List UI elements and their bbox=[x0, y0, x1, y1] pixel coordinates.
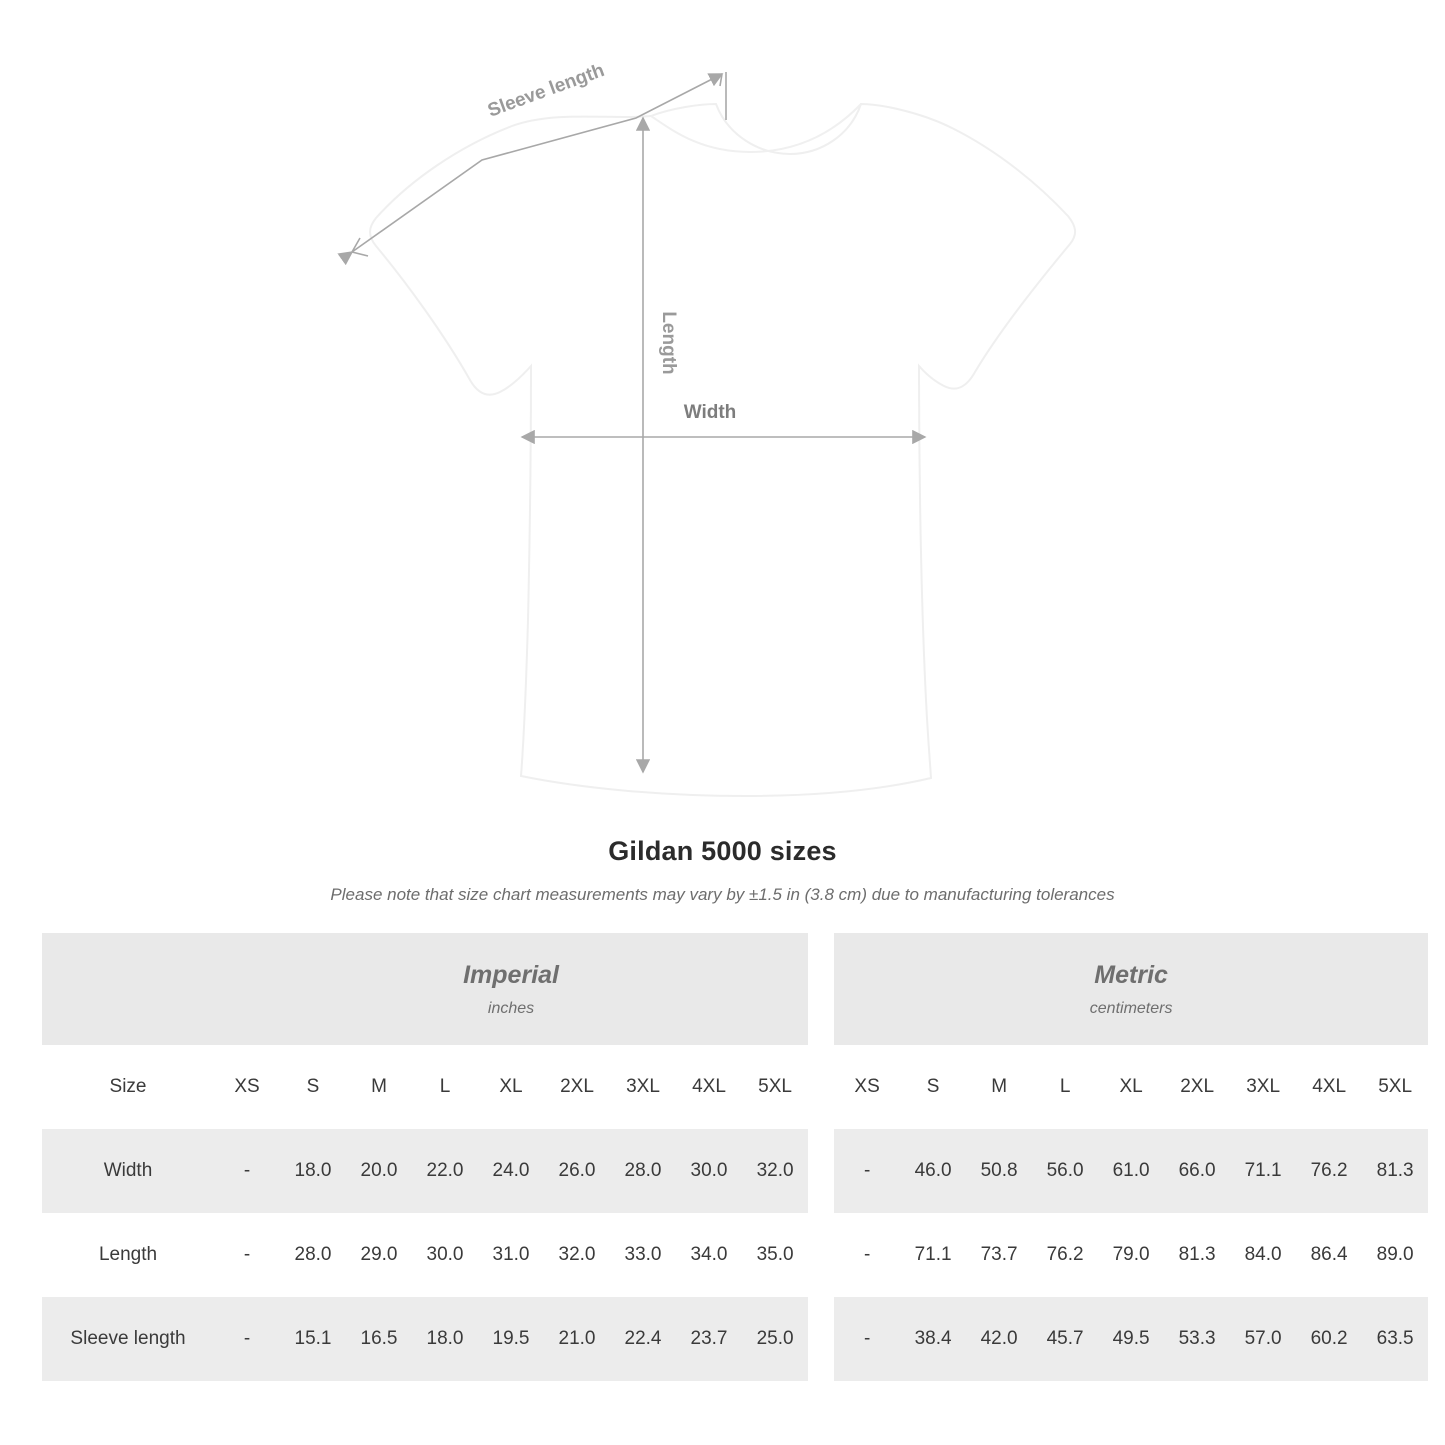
size-header-imperial-s: S bbox=[280, 1045, 346, 1129]
cell-width-imperial-2xl: 26.0 bbox=[544, 1129, 610, 1213]
cell-sleeve-imperial-3xl: 22.4 bbox=[610, 1297, 676, 1381]
cell-sleeve-metric-xl: 49.5 bbox=[1098, 1297, 1164, 1381]
tshirt-graphic bbox=[370, 104, 1075, 796]
cell-sleeve-imperial-s: 15.1 bbox=[280, 1297, 346, 1381]
size-table-wrap bbox=[42, 933, 1414, 1381]
size-header-imperial-2xl: 2XL bbox=[544, 1045, 610, 1129]
size-header-imperial-xs: XS bbox=[214, 1045, 280, 1129]
cell-sleeve-metric-xs: - bbox=[834, 1297, 900, 1381]
cell-sleeve-metric-3xl: 57.0 bbox=[1230, 1297, 1296, 1381]
row-gap-width bbox=[808, 1129, 834, 1213]
cell-width-metric-5xl: 81.3 bbox=[1362, 1129, 1428, 1213]
size-table bbox=[42, 933, 1428, 1381]
row-gap-length bbox=[808, 1213, 834, 1297]
cell-width-metric-xs: - bbox=[834, 1129, 900, 1213]
cell-sleeve-metric-2xl: 53.3 bbox=[1164, 1297, 1230, 1381]
size-header-metric-2xl: 2XL bbox=[1164, 1045, 1230, 1129]
cell-length-metric-l: 76.2 bbox=[1032, 1213, 1098, 1297]
table-row bbox=[42, 1297, 1428, 1381]
tolerance-note: Please note that size chart measurements may vary by ±1.5 in (3.8 cm) due to manufacturing tolerances bbox=[330, 885, 1115, 904]
row-label-width: Width bbox=[42, 1129, 214, 1213]
size-header-metric-s: S bbox=[900, 1045, 966, 1129]
cell-length-metric-xs: - bbox=[834, 1213, 900, 1297]
cell-width-imperial-s: 18.0 bbox=[280, 1129, 346, 1213]
size-header-metric-4xl: 4XL bbox=[1296, 1045, 1362, 1129]
cell-length-metric-2xl: 81.3 bbox=[1164, 1213, 1230, 1297]
cell-length-imperial-xs: - bbox=[214, 1213, 280, 1297]
table-row bbox=[42, 1129, 1428, 1213]
cell-length-imperial-xl: 31.0 bbox=[478, 1213, 544, 1297]
cell-sleeve-metric-5xl: 63.5 bbox=[1362, 1297, 1428, 1381]
size-header-gap bbox=[808, 1045, 834, 1129]
cell-width-imperial-xs: - bbox=[214, 1129, 280, 1213]
length-label: Length bbox=[658, 311, 679, 375]
cell-sleeve-metric-m: 42.0 bbox=[966, 1297, 1032, 1381]
cell-width-imperial-3xl: 28.0 bbox=[610, 1129, 676, 1213]
cell-length-imperial-5xl: 35.0 bbox=[742, 1213, 808, 1297]
width-label: Width bbox=[683, 402, 737, 423]
cell-length-metric-s: 71.1 bbox=[900, 1213, 966, 1297]
unit-header-imperial bbox=[214, 933, 808, 1045]
size-header-metric-m: M bbox=[966, 1045, 1032, 1129]
sleeve-length-label: Sleeve length bbox=[484, 60, 608, 122]
cell-width-imperial-5xl: 32.0 bbox=[742, 1129, 808, 1213]
size-header-metric-3xl: 3XL bbox=[1230, 1045, 1296, 1129]
cell-length-imperial-l: 30.0 bbox=[412, 1213, 478, 1297]
cell-width-metric-s: 46.0 bbox=[900, 1129, 966, 1213]
cell-length-metric-m: 73.7 bbox=[966, 1213, 1032, 1297]
metric-name: Metric bbox=[1094, 960, 1168, 989]
cell-length-imperial-s: 28.0 bbox=[280, 1213, 346, 1297]
cell-width-imperial-m: 20.0 bbox=[346, 1129, 412, 1213]
cell-length-metric-3xl: 84.0 bbox=[1230, 1213, 1296, 1297]
cell-width-metric-3xl: 71.1 bbox=[1230, 1129, 1296, 1213]
unit-header-row bbox=[42, 933, 1428, 1045]
cell-sleeve-imperial-5xl: 25.0 bbox=[742, 1297, 808, 1381]
row-gap-sleeve bbox=[808, 1297, 834, 1381]
row-label-sleeve-length: Sleeve length bbox=[42, 1297, 214, 1381]
size-header-metric-l: L bbox=[1032, 1045, 1098, 1129]
size-header-imperial-l: L bbox=[412, 1045, 478, 1129]
cell-width-imperial-4xl: 30.0 bbox=[676, 1129, 742, 1213]
cell-length-imperial-2xl: 32.0 bbox=[544, 1213, 610, 1297]
cell-length-imperial-m: 29.0 bbox=[346, 1213, 412, 1297]
size-header-metric-5xl: 5XL bbox=[1362, 1045, 1428, 1129]
size-header-imperial-3xl: 3XL bbox=[610, 1045, 676, 1129]
metric-sub: centimeters bbox=[1089, 999, 1173, 1017]
size-header-row bbox=[42, 1045, 1428, 1129]
row-label-length: Length bbox=[42, 1213, 214, 1297]
cell-sleeve-imperial-l: 18.0 bbox=[412, 1297, 478, 1381]
cell-width-metric-m: 50.8 bbox=[966, 1129, 1032, 1213]
size-header-label: Size bbox=[42, 1045, 214, 1129]
cell-sleeve-metric-s: 38.4 bbox=[900, 1297, 966, 1381]
size-header-imperial-5xl: 5XL bbox=[742, 1045, 808, 1129]
unit-header-gap bbox=[808, 933, 834, 1045]
cell-length-metric-4xl: 86.4 bbox=[1296, 1213, 1362, 1297]
cell-width-imperial-xl: 24.0 bbox=[478, 1129, 544, 1213]
cell-length-metric-5xl: 89.0 bbox=[1362, 1213, 1428, 1297]
cell-width-metric-2xl: 66.0 bbox=[1164, 1129, 1230, 1213]
cell-width-imperial-l: 22.0 bbox=[412, 1129, 478, 1213]
cell-width-metric-l: 56.0 bbox=[1032, 1129, 1098, 1213]
cell-length-metric-xl: 79.0 bbox=[1098, 1213, 1164, 1297]
size-header-metric-xl: XL bbox=[1098, 1045, 1164, 1129]
cell-length-imperial-3xl: 33.0 bbox=[610, 1213, 676, 1297]
size-header-imperial-4xl: 4XL bbox=[676, 1045, 742, 1129]
title-block bbox=[0, 836, 1445, 905]
imperial-name: Imperial bbox=[463, 960, 559, 989]
cell-sleeve-imperial-2xl: 21.0 bbox=[544, 1297, 610, 1381]
size-header-imperial-m: M bbox=[346, 1045, 412, 1129]
cell-length-imperial-4xl: 34.0 bbox=[676, 1213, 742, 1297]
cell-width-metric-4xl: 76.2 bbox=[1296, 1129, 1362, 1213]
cell-sleeve-metric-l: 45.7 bbox=[1032, 1297, 1098, 1381]
cell-width-metric-xl: 61.0 bbox=[1098, 1129, 1164, 1213]
cell-sleeve-imperial-xs: - bbox=[214, 1297, 280, 1381]
unit-header-blank bbox=[42, 933, 214, 1045]
page-title: Gildan 5000 sizes bbox=[608, 836, 837, 866]
imperial-sub: inches bbox=[487, 999, 535, 1017]
cell-sleeve-imperial-4xl: 23.7 bbox=[676, 1297, 742, 1381]
unit-header-metric bbox=[834, 933, 1428, 1045]
table-row bbox=[42, 1213, 1428, 1297]
size-header-metric-xs: XS bbox=[834, 1045, 900, 1129]
size-header-imperial-xl: XL bbox=[478, 1045, 544, 1129]
cell-sleeve-metric-4xl: 60.2 bbox=[1296, 1297, 1362, 1381]
cell-sleeve-imperial-xl: 19.5 bbox=[478, 1297, 544, 1381]
cell-sleeve-imperial-m: 16.5 bbox=[346, 1297, 412, 1381]
